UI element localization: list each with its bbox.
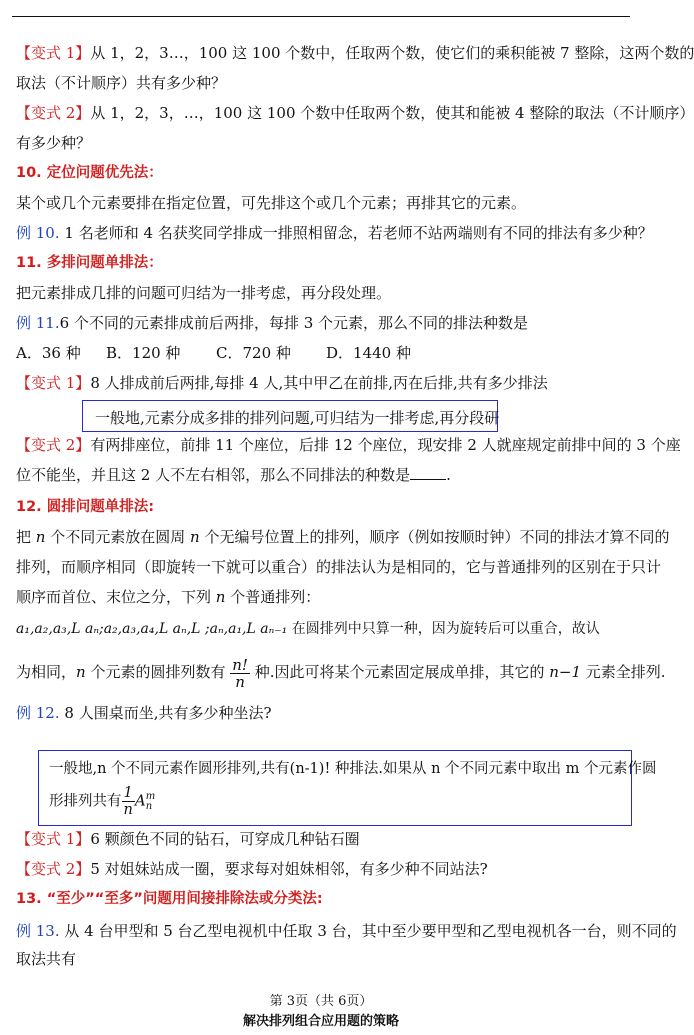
- example-tag: 例 12.: [16, 704, 60, 722]
- variant-1b: [16, 368, 628, 398]
- section-10-body: 某个或几个元素要排在指定位置，可先排这个或几个元素；再排其它的元素。: [16, 194, 527, 212]
- variant-text: 有两排座位，前排 11 个座位，后排 12 个座位，现安排 2 人就座规定前排中间的 3 个座: [90, 436, 681, 454]
- example-13: [16, 916, 677, 946]
- expr-n-minus-1: n−1: [549, 663, 582, 681]
- example-11-options: [16, 338, 628, 368]
- section-heading-13: 13. “至少”“至多”问题用间接排除法或分类法:: [16, 891, 323, 907]
- variant-tag: 【变式 2】: [16, 860, 91, 878]
- variant-1c: [16, 824, 628, 854]
- fraction-denominator: n: [123, 802, 133, 818]
- note-box-2: [38, 750, 657, 826]
- text: 把: [16, 528, 36, 546]
- fraction-numerator: 1: [122, 785, 135, 802]
- note-box-1: [82, 400, 498, 432]
- option-d: D．1440 种: [326, 344, 411, 362]
- section-heading-11: 11. 多排问题单排法：: [16, 255, 163, 271]
- section-12-line-4: [16, 614, 628, 644]
- variant-text: 从 1，2，3…，100 这 100 个数中，任取两个数，使它们的乘积能被 7 整除，这两个数的: [90, 44, 694, 62]
- section-heading-10: 10. 定位问题优先法：: [16, 165, 163, 181]
- example-text: 1 名老师和 4 名获奖同学排成一排照相留念，若老师不站两端则有不同的排法有多少种？: [59, 224, 653, 242]
- section-12-line-5: [16, 652, 666, 692]
- text: 个元素的圆排列数有: [85, 663, 231, 681]
- variant-text: 位不能坐，并且这 2 人不左右相邻，那么不同排法的种数是: [16, 466, 411, 484]
- section-11-body: 把元素排成几排的问题可归结为一排考虑，再分段处理。: [16, 284, 392, 302]
- period: .: [446, 466, 451, 484]
- variant-text: 8 人排成前后两排,每排 4 人,其中甲乙在前排,丙在后排,共有多少排法: [90, 374, 548, 392]
- superscript-m: m: [145, 790, 156, 802]
- example-10: [16, 218, 653, 248]
- text: 形排列共有: [49, 793, 122, 810]
- variant-tag: 【变式 2】: [16, 104, 91, 122]
- subscript-n: n: [145, 800, 153, 812]
- text: 顺序而首位、末位之分，下列: [16, 588, 216, 606]
- variant-2c: [16, 854, 628, 884]
- variant-2b: [16, 430, 681, 460]
- variant-tag: 【变式 1】: [16, 44, 91, 62]
- section-12-line-1: [16, 522, 670, 552]
- variant-1-para: [16, 38, 694, 68]
- var-n: n: [190, 528, 200, 546]
- answer-blank: [410, 465, 446, 480]
- arrangement-symbol: A: [134, 791, 146, 810]
- header-rule: [12, 16, 630, 17]
- variant-text: 从 1，2，3，…，100 这 100 个数中任取两个数，使其和能被 4 整除的取法（不计顺序）: [90, 104, 694, 122]
- variant-tag: 【变式 1】: [16, 830, 91, 848]
- variant-tag: 【变式 1】: [16, 374, 91, 392]
- option-b: B．120 种: [106, 344, 181, 362]
- note-box-1-text: 一般地,元素分成多排的排列问题,可归结为一排考虑,再分段研: [95, 409, 500, 427]
- fraction-denominator: n: [235, 672, 245, 691]
- text: 元素全排列.: [581, 663, 666, 681]
- var-n: n: [35, 528, 46, 546]
- example-tag: 例 10.: [16, 224, 60, 242]
- text: 个普通排列：: [225, 588, 321, 606]
- section-12-line-3: [16, 582, 628, 612]
- fraction-n-factorial-over-n: [230, 657, 250, 690]
- footer-title-text: 解决排列组合应用题的策略: [242, 1014, 399, 1029]
- example-12: [16, 698, 628, 728]
- example-text: 从 4 台甲型和 5 台乙型电视机中任取 3 台，其中至少要甲型和乙型电视机各一台，则不同的: [59, 922, 677, 940]
- example-text: 8 人围桌而坐,共有多少种坐法?: [59, 704, 272, 722]
- var-n: n: [215, 588, 226, 606]
- example-tag: 例 13.: [16, 922, 60, 940]
- arrangement-indices: [146, 792, 155, 812]
- text: 种.因此可将某个元素固定展成单排，其它的: [249, 663, 550, 681]
- option-c: C．720 种: [216, 344, 291, 362]
- page-number: 第 3页（共 6页）: [269, 994, 373, 1009]
- note-box-2-line-1: 一般地,n 个不同元素作圆形排列,共有(n-1)! 种排法.如果从 n 个不同元素中取出 m 个元素作圆: [49, 761, 657, 777]
- variant-1-para-cont: 取法（不计顺序）共有多少种？: [16, 74, 227, 92]
- text: 个无编号位置上的排列，顺序（例如按顺时钟）不同的排法才算不同的: [199, 528, 670, 546]
- text: 个不同元素放在圆周: [45, 528, 190, 546]
- example-tag: 例 11.: [16, 314, 60, 332]
- example-text: 6 个不同的元素排成前后两排，每排 3 个元素，那么不同的排法种数是: [59, 314, 529, 332]
- text: 为相同，: [16, 663, 77, 681]
- section-heading-12: 12. 圆排问题单排法:: [16, 499, 155, 515]
- fraction-1-over-n: [122, 785, 135, 818]
- variant-2-para-cont: 有多少种？: [16, 134, 92, 152]
- fraction-numerator: n!: [232, 655, 248, 674]
- note-box-2-line-2: [49, 785, 155, 818]
- variant-text: 6 颗颜色不同的钻石，可穿成几种钻石圈: [90, 830, 360, 848]
- variant-tag: 【变式 2】: [16, 436, 91, 454]
- example-13-cont: 取法共有: [16, 950, 77, 968]
- variant-text: 5 对姐妹站成一圈，要求每对姐妹相邻，有多少种不同站法?: [90, 860, 488, 878]
- var-n: n: [76, 663, 86, 681]
- option-a: A．36 种: [16, 344, 81, 362]
- footer-title: [0, 1010, 642, 1029]
- section-12-line-2: 排列，而顺序相同（即旋转一下就可以重合）的排法认为是相同的，它与普通排列的区别在于只计: [16, 558, 662, 576]
- variant-2-para: [16, 98, 694, 128]
- text: 在圆排列中只算一种，因为旋转后可以重合，故认: [287, 621, 600, 637]
- variant-2b-cont: [16, 460, 628, 490]
- example-11: [16, 308, 628, 338]
- permutation-list: a₁,a₂,a₃,L aₙ;a₂,a₃,a₄,L aₙ,L ;aₙ,a₁,L aₙ₋₁: [16, 621, 288, 637]
